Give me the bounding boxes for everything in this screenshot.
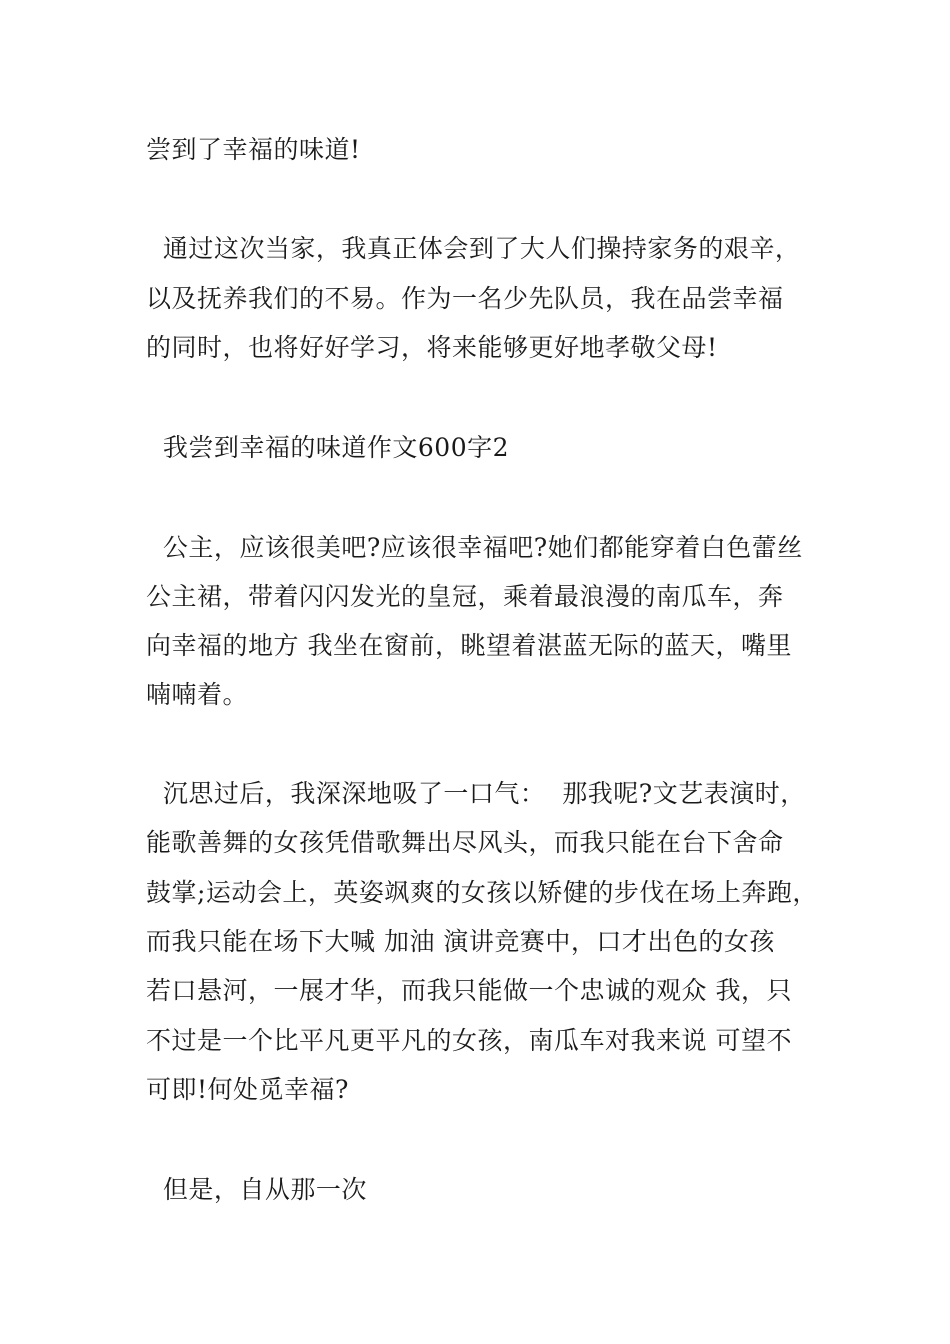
text-line: 沉思过后，我深深地吸了一口气： 那我呢?文艺表演时， bbox=[146, 779, 806, 808]
text-line: 而我只能在场下大喊 加油 演讲竞赛中，口才出色的女孩 bbox=[146, 927, 775, 956]
text-line: 喃喃着。 bbox=[146, 680, 249, 709]
text-line: 但是，自从那一次 bbox=[146, 1175, 367, 1204]
text-line: 可即!何处觅幸福? bbox=[146, 1075, 349, 1104]
text-line: 公主，应该很美吧?应该很幸福吧?她们都能穿着白色蕾丝 bbox=[146, 533, 803, 562]
text-line: 若口悬河，一展才华，而我只能做一个忠诚的观众 我，只 bbox=[146, 976, 792, 1005]
text-line: 的同时，也将好好学习，将来能够更好地孝敬父母! bbox=[146, 333, 718, 362]
text-line: 鼓掌;运动会上，英姿飒爽的女孩以矫健的步伐在场上奔跑， bbox=[146, 878, 818, 907]
text-line: 不过是一个比平凡更平凡的女孩，南瓜车对我来说 可望不 bbox=[146, 1026, 792, 1055]
text-line: 公主裙，带着闪闪发光的皇冠，乘着最浪漫的南瓜车，奔 bbox=[146, 582, 784, 611]
text-line: 以及抚养我们的不易。作为一名少先队员，我在品尝幸福 bbox=[146, 284, 784, 313]
text-line: 尝到了幸福的味道! bbox=[146, 135, 361, 164]
section-heading: 我尝到幸福的味道作文600字2 bbox=[146, 433, 510, 462]
text-line: 向幸福的地方 我坐在窗前，眺望着湛蓝无际的蓝天，嘴里 bbox=[146, 631, 792, 660]
text-line: 通过这次当家，我真正体会到了大人们操持家务的艰辛， bbox=[146, 234, 801, 263]
text-line: 能歌善舞的女孩凭借歌舞出尽风头，而我只能在台下舍命 bbox=[146, 828, 784, 857]
